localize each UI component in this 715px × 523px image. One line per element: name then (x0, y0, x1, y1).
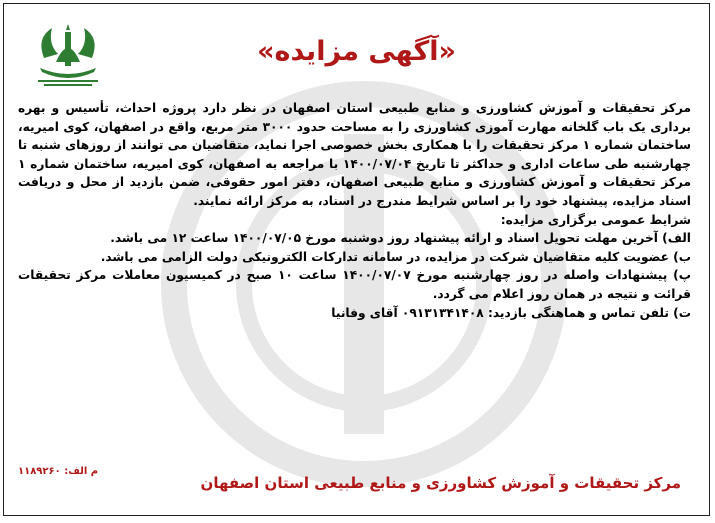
ad-frame (3, 3, 710, 516)
condition-a: الف) آخرین مهلت تحویل اسناد و ارائه پیشنهاد روز دوشنبه مورخ ۱۴۰۰/۰۷/۰۵ ساعت ۱۲ می باشد. (110, 231, 691, 246)
condition-b: ب) عضویت کلیه متقاضیان شرکت در مزایده، در سامانه تدارکات الکترونیکی دولت الزامی می باشد. (100, 249, 691, 264)
footer-organization: مرکز تحقیقات و آموزش کشاورزی و منابع طبیعی استان اصفهان (200, 474, 681, 492)
condition-t: ت) تلفن تماس و هماهنگی بازدید: ۰۹۱۳۱۳۴۱۴۰۸ آقای وفانیا (331, 305, 691, 320)
conditions-heading: شرایط عمومی برگزاری مزایده: (500, 212, 691, 227)
reference-number: م الف: ۱۱۸۹۲۶۰ (18, 466, 99, 477)
condition-p: پ) پیشنهادات واصله در روز چهارشنبه مورخ ۱۴۰۰/۰۷/۰۷ ساعت ۱۰ صبح در کمیسیون معاملات مرکز تحقیقات قرائت و نتیجه در همان روز اعلام می گردد. (18, 268, 691, 301)
ad-title: «آگهی مزایده» (257, 36, 456, 67)
ad-body (18, 99, 691, 322)
intro-paragraph: مرکز تحقیقات و آموزش کشاورزی و منابع طبیعی استان اصفهان در نظر دارد پروژه احداث، تأسیس و بهره برداری یک باب گلخانه مهارت آموزی کشاورزی را به مساحت حدود ۳۰۰۰ متر مربع، واقع در اصفهان، کوی امیریه، ساختمان شماره ۱ مرکز تحقیقات را با همکاری بخش خصوصی اجرا نماید، متقاضیان می توانند از روزهای شنبه تا چهارشنبه طی ساعات اداری و حداکثر تا تاریخ ۱۴۰۰/۰۷/۰۴ با مراجعه به اصفهان، کوی امیریه، ساختمان شماره ۱ مرکز تحقیقات و آموزش کشاورزی و منابع طبیعی اصفهان، دفتر امور حقوقی، ضمن بازدید از محل و دریافت اسناد مزایده، پیشنهاد خود را بر اساس شرایط مندرج در اسناد، به مرکز ارائه نمایند. (18, 101, 692, 208)
